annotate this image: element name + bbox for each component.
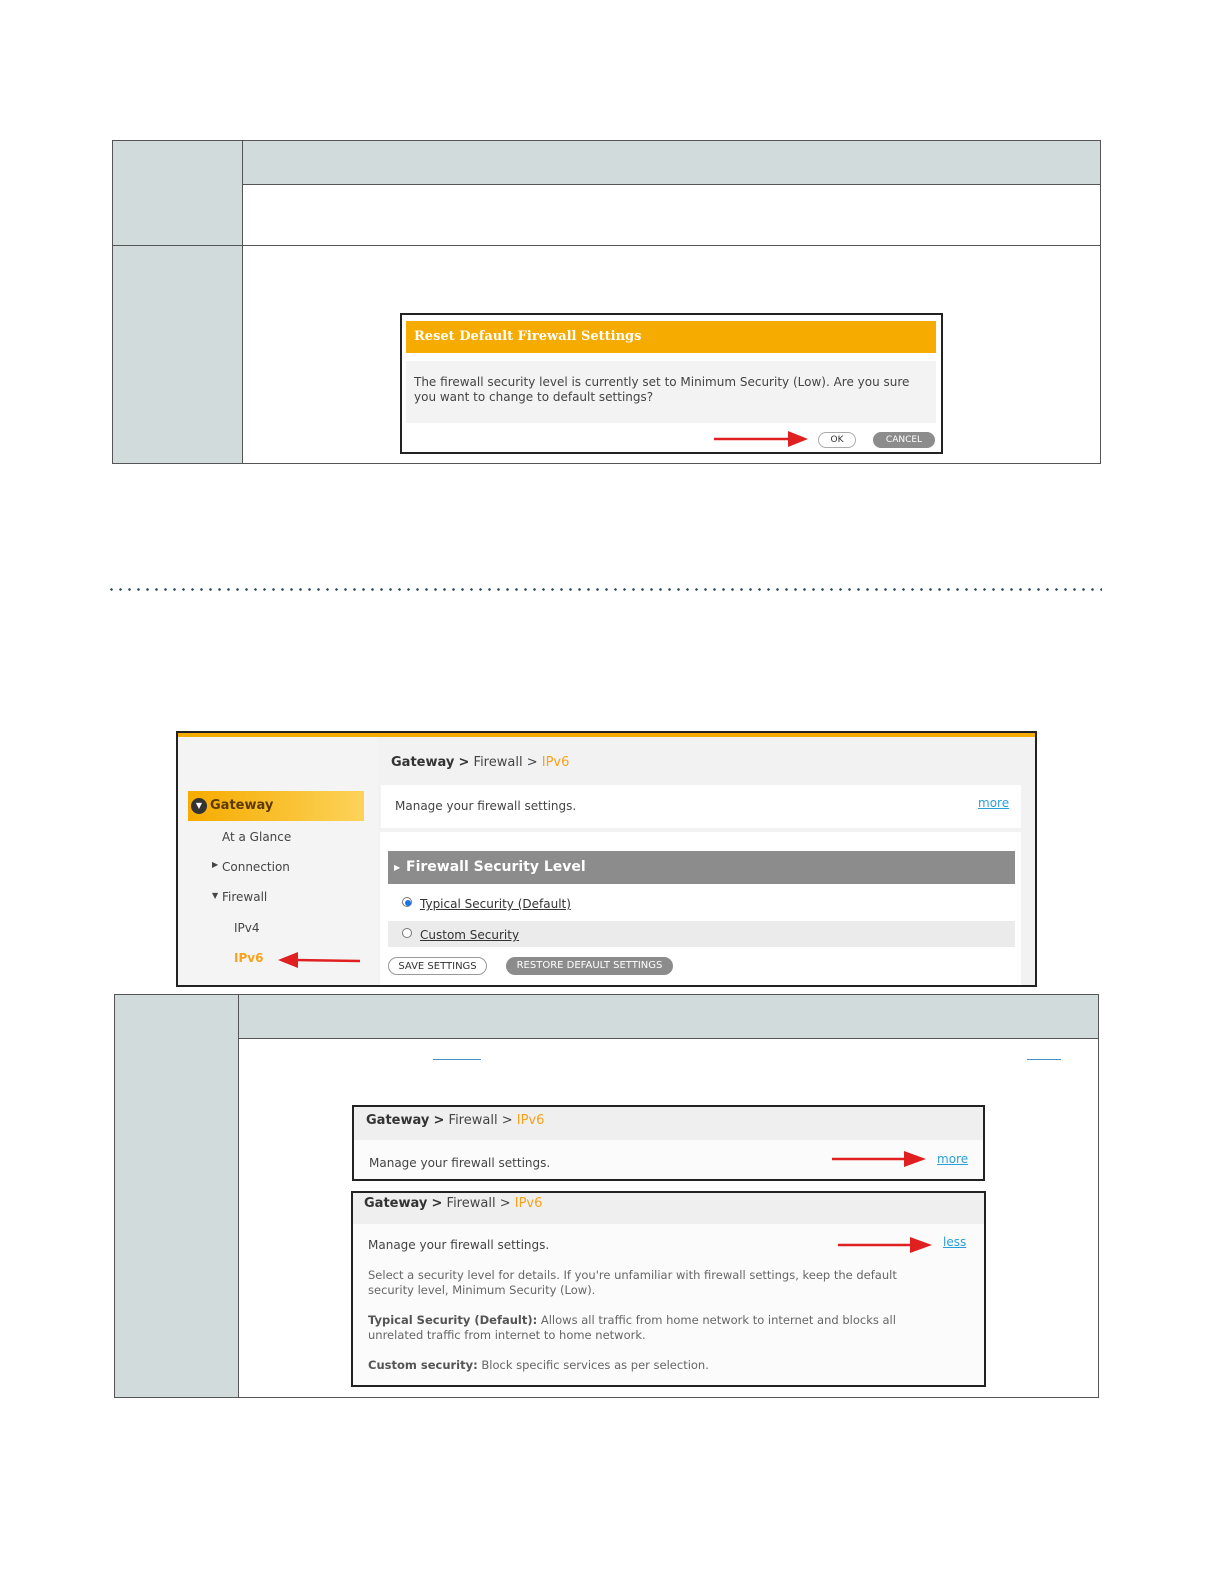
link-underline (433, 1059, 481, 1060)
breadcrumb-root[interactable]: Gateway (364, 1196, 428, 1211)
more-link[interactable]: more (937, 1152, 969, 1166)
ok-button[interactable]: OK (818, 432, 856, 448)
option-typical-label[interactable]: Typical Security (Default) (420, 897, 571, 911)
table-1-row-divider (112, 245, 1101, 246)
breadcrumb-current: IPv6 (516, 1113, 545, 1128)
firewall-security-level-header[interactable] (388, 851, 1015, 884)
breadcrumb-separator: > (499, 1196, 511, 1211)
sidebar-item-firewall[interactable]: Firewall (222, 890, 268, 904)
custom-security-label: Custom security: (368, 1358, 478, 1372)
custom-security-description (368, 1358, 908, 1373)
table-2-header-row (114, 994, 1099, 1039)
breadcrumb-root[interactable]: Gateway (366, 1113, 430, 1128)
save-settings-button[interactable]: SAVE SETTINGS (388, 957, 487, 975)
restore-default-settings-button[interactable]: RESTORE DEFAULT SETTINGS (506, 957, 673, 975)
red-arrow-icon (830, 1148, 930, 1170)
breadcrumb-root[interactable]: Gateway (391, 755, 455, 770)
radio-typical-security[interactable] (402, 897, 412, 907)
sidebar-item-at-a-glance[interactable]: At a Glance (222, 830, 292, 844)
table-2-label-column (114, 994, 239, 1398)
radio-custom-security[interactable] (402, 928, 412, 938)
link-underline (1027, 1059, 1061, 1060)
security-level-help-text: Select a security level for details. If you're unfamiliar with firewall settings, keep the default security level, Minimum Security (Low). (368, 1268, 897, 1297)
breadcrumb-separator: > (501, 1113, 513, 1128)
sidebar-item-ipv4[interactable]: IPv4 (234, 921, 260, 935)
sidebar-section-gateway[interactable]: Gateway (188, 791, 364, 821)
breadcrumb-firewall[interactable]: Firewall (446, 1196, 496, 1211)
typical-security-description (368, 1313, 908, 1343)
breadcrumb-firewall[interactable]: Firewall (473, 755, 523, 770)
red-arrow-icon (276, 948, 364, 972)
dialog-message: The firewall security level is currently set to Minimum Security (Low). Are you sure you want to change to default settings? (406, 361, 936, 423)
breadcrumb-current: IPv6 (514, 1196, 543, 1211)
table-1-column-divider (242, 140, 243, 464)
dialog-title: Reset Default Firewall Settings (406, 321, 936, 353)
caret-right-icon: ▶ (394, 863, 401, 872)
manage-text: Manage your firewall settings. (395, 799, 577, 813)
cancel-button[interactable]: CANCEL (873, 432, 935, 448)
breadcrumb-separator: > (433, 1113, 445, 1128)
breadcrumb (364, 1196, 542, 1211)
table-2-column-divider (238, 994, 239, 1398)
table-1-header-row (112, 140, 1101, 185)
sidebar-item-ipv6[interactable]: IPv6 (234, 951, 264, 965)
option-custom-label[interactable]: Custom Security (420, 928, 520, 942)
section-title: Firewall Security Level (406, 859, 586, 875)
typical-security-text: Allows all traffic from home network to internet and blocks all unrelated traffic from internet to home network. (368, 1313, 896, 1342)
more-link[interactable]: more (978, 796, 1010, 810)
manage-text: Manage your firewall settings. (368, 1238, 550, 1252)
chevron-down-icon: ▼ (191, 798, 207, 814)
less-link[interactable]: less (943, 1235, 967, 1249)
breadcrumb (391, 755, 569, 770)
typical-security-label: Typical Security (Default): (368, 1313, 538, 1327)
manage-text: Manage your firewall settings. (369, 1156, 551, 1170)
breadcrumb-separator: > (526, 755, 538, 770)
caret-right-icon: ▶ (212, 860, 219, 869)
sidebar-item-connection[interactable]: Connection (222, 860, 290, 874)
breadcrumb-separator: > (431, 1196, 443, 1211)
breadcrumb (366, 1113, 544, 1128)
caret-down-icon: ▼ (212, 891, 219, 900)
manage-description (381, 785, 1021, 828)
custom-security-text: Block specific services as per selection. (481, 1358, 709, 1372)
table-1-label-column (112, 140, 243, 464)
breadcrumb-firewall[interactable]: Firewall (448, 1113, 498, 1128)
red-arrow-icon (712, 428, 812, 450)
red-arrow-icon (836, 1234, 936, 1256)
dotted-separator (107, 588, 1102, 591)
breadcrumb-current: IPv6 (541, 755, 570, 770)
breadcrumb-separator: > (458, 755, 470, 770)
